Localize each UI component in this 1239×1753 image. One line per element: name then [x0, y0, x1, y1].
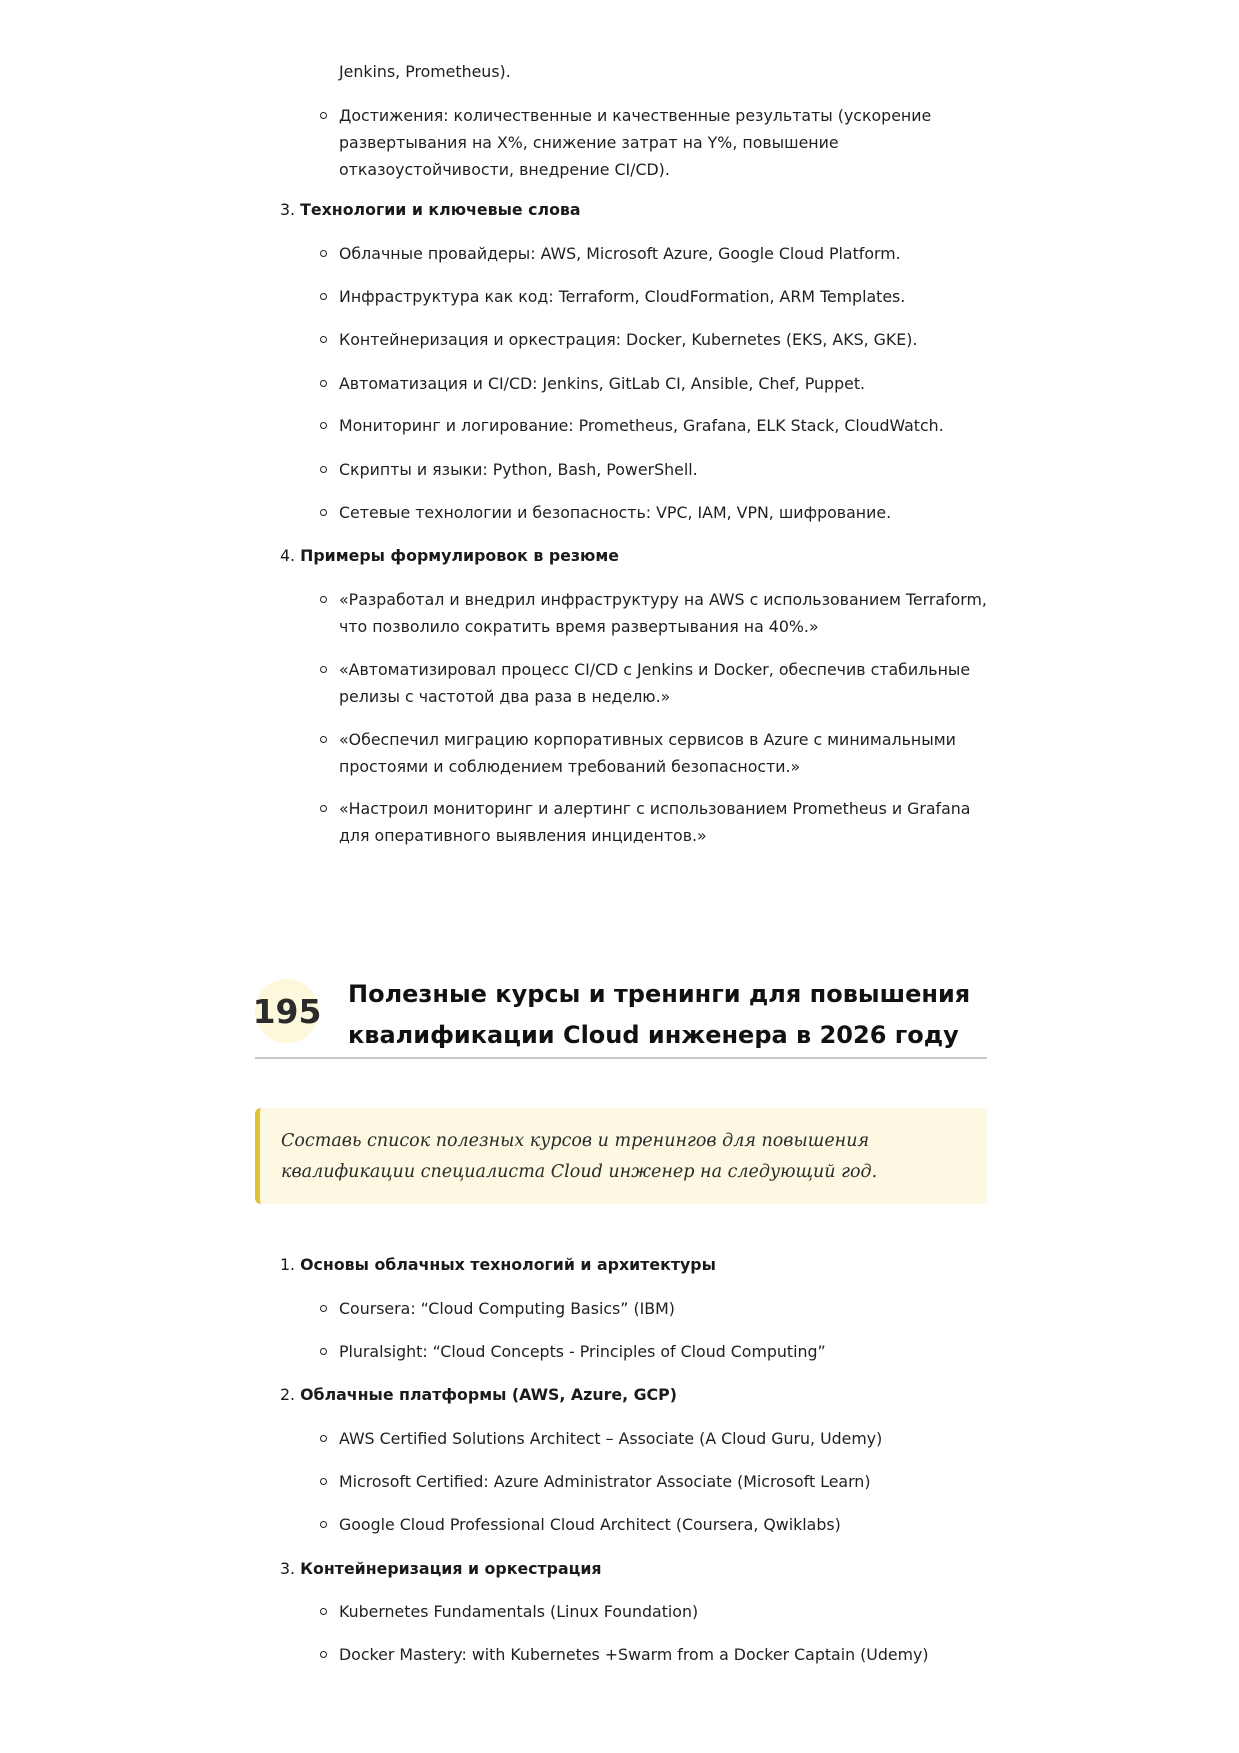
- numbered-heading-title: Основы облачных технологий и архитектуры: [300, 1255, 716, 1274]
- numbered-heading-title: Облачные платформы (AWS, Azure, GCP): [300, 1385, 677, 1404]
- numbered-heading: 4. Примеры формулировок в резюме: [280, 546, 620, 565]
- numbered-heading-title: Технологии и ключевые слова: [300, 200, 581, 219]
- list-item: Автоматизация и CI/CD: Jenkins, GitLab CI, Ansible, Chef, Puppet.: [339, 370, 999, 397]
- list-item: Скрипты и языки: Python, Bash, PowerShell.: [339, 456, 999, 483]
- list-item: Coursera: “Cloud Computing Basics” (IBM): [339, 1295, 999, 1322]
- numbered-heading: 3. Технологии и ключевые слова: [280, 200, 581, 219]
- list-item: «Автоматизировал процесс CI/CD с Jenkins и Docker, обеспечив стабильные релизы с частотой два раза в неделю.»: [339, 656, 999, 710]
- list-item: Kubernetes Fundamentals (Linux Foundation): [339, 1598, 999, 1625]
- list-item: «Разработал и внедрил инфраструктуру на AWS с использованием Terraform, что позволило сократить время развертывания на 40%.»: [339, 586, 999, 640]
- numbered-heading: 3. Контейнеризация и оркестрация: [280, 1559, 602, 1578]
- numbered-heading-title: Примеры формулировок в резюме: [300, 546, 620, 565]
- section-title: Полезные курсы и тренинги для повышения квалификации Cloud инженера в 2026 году: [348, 980, 971, 1049]
- numbered-heading: 2. Облачные платформы (AWS, Azure, GCP): [280, 1385, 677, 1404]
- list-item: Jenkins, Prometheus).: [339, 62, 511, 81]
- list-item: «Обеспечил миграцию корпоративных сервисов в Azure с минимальными простоями и соблюдением требований безопасности.»: [339, 726, 999, 780]
- list-item: Docker Mastery: with Kubernetes +Swarm from a Docker Captain (Udemy): [339, 1641, 999, 1668]
- section-divider: [255, 1057, 987, 1059]
- list-item: Контейнеризация и оркестрация: Docker, Kubernetes (EKS, AKS, GKE).: [339, 326, 999, 353]
- list-item: Сетевые технологии и безопасность: VPC, IAM, VPN, шифрование.: [339, 499, 999, 526]
- list-item: Google Cloud Professional Cloud Architect (Coursera, Qwiklabs): [339, 1511, 999, 1538]
- list-item: AWS Certified Solutions Architect – Associate (A Cloud Guru, Udemy): [339, 1425, 999, 1452]
- list-item: Мониторинг и логирование: Prometheus, Grafana, ELK Stack, CloudWatch.: [339, 412, 999, 439]
- list-item: Инфраструктура как код: Terraform, CloudFormation, ARM Templates.: [339, 283, 999, 310]
- list-item: Microsoft Certified: Azure Administrator Associate (Microsoft Learn): [339, 1468, 999, 1495]
- list-item: «Настроил мониторинг и алертинг с использованием Prometheus и Grafana для оперативного выявления инцидентов.»: [339, 795, 999, 849]
- numbered-heading-title: Контейнеризация и оркестрация: [300, 1559, 602, 1578]
- list-item: Достижения: количественные и качественные результаты (ускорение развертывания на X%, снижение затрат на Y%, повышение отказоустойчивости, внедрение CI/CD).: [339, 102, 999, 183]
- list-item: Облачные провайдеры: AWS, Microsoft Azure, Google Cloud Platform.: [339, 240, 999, 267]
- numbered-heading: 1. Основы облачных технологий и архитектуры: [280, 1255, 716, 1274]
- section-number-badge: 195: [255, 979, 319, 1043]
- prompt-callout: Составь список полезных курсов и тренингов для повышения квалификации специалиста Cloud инженер на следующий год.: [255, 1108, 987, 1204]
- list-item: Pluralsight: “Cloud Concepts - Principles of Cloud Computing”: [339, 1338, 999, 1365]
